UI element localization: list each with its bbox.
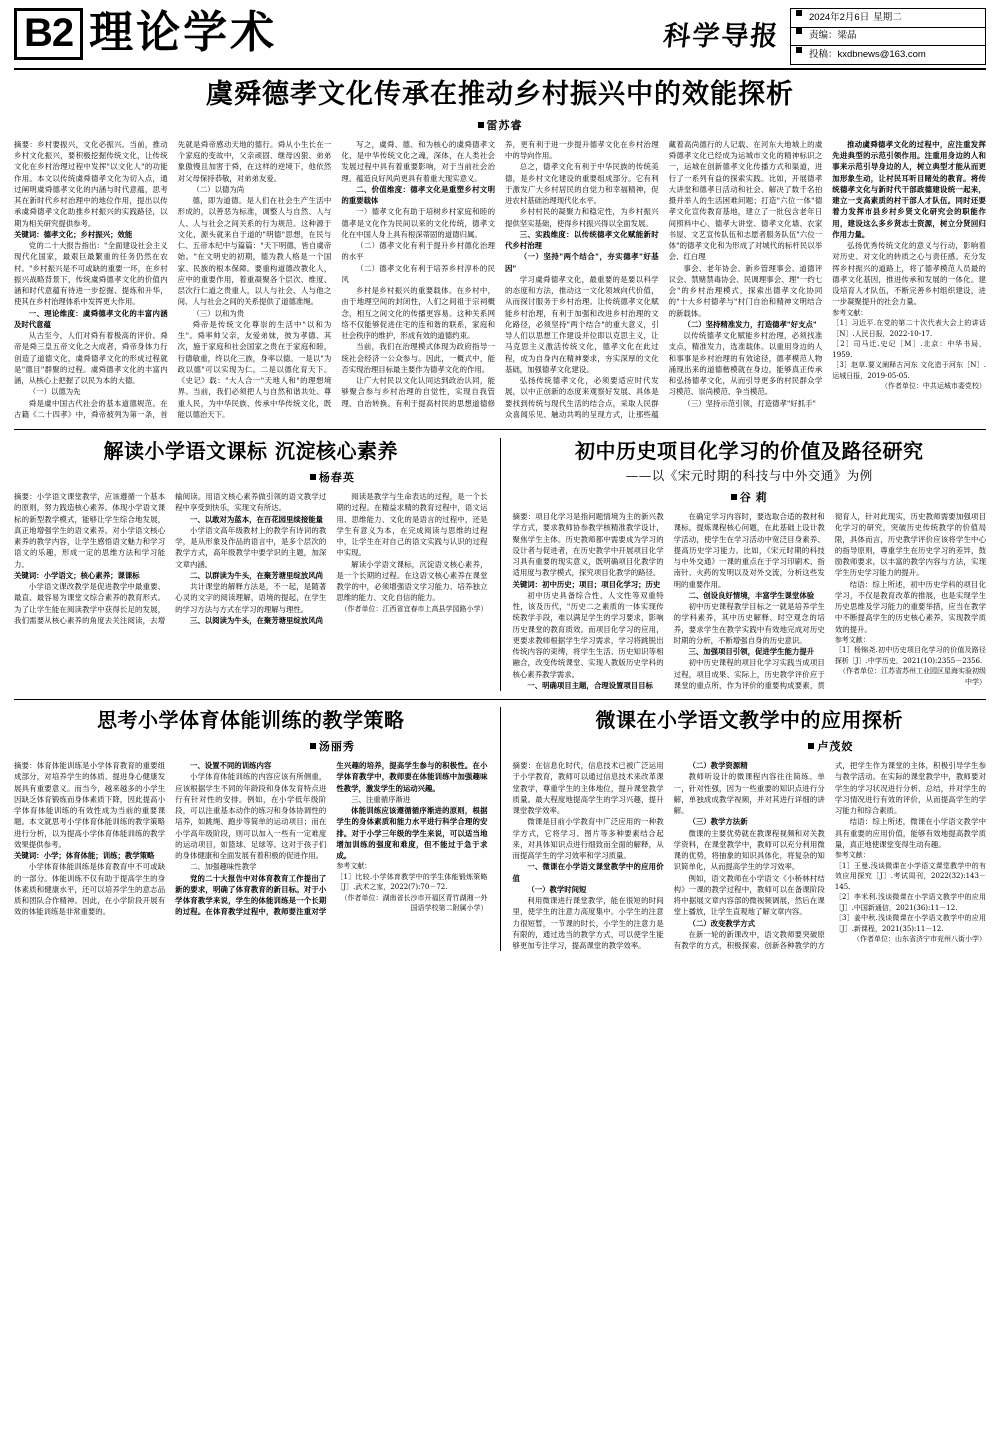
weekday: 星期二 <box>873 11 902 23</box>
lead-p: （三）以和为贵 <box>192 308 245 318</box>
lead-p: 总之，德孝文化有利于中华民族的传统美德，是乡村文化建设的重要组成部分。它有利于激发广大乡村居民的自觉力和幸福精神，促进农村基础治理现代化水平。 <box>504 162 659 205</box>
lead-p: 当前，我们在治理模式体现为政府指导一统社会经济一公众参与。因此，一概式中，能否实现治理目标最主要作为德孝文化的作用。 <box>341 342 495 374</box>
article3-refs-title: 参考文献： <box>834 635 870 644</box>
article2-keywords: 关键词：小学语文；核心素养；课课标 <box>14 570 140 580</box>
article5-p: 利用微课进行课堂教学，能在很短的时间里，使学生的注意力高度集中。小学生的注意力很短暂，一节课的时长，小学生的注意力是有限的，通过选当的教学方式，可以使学生能够更加专注学习，提高课堂的教学效率。 <box>512 896 664 950</box>
lead-unit: （作者单位：中共运城市委党校） <box>880 382 986 390</box>
article3-p: 在确定学习内容时，要选取合适的教材和课标，提炼课程核心问题，在此基础上设计教学活动，使学生在学习活动中宽泛目身素养、提高历史学习能力。比如，《宋元时期的科技与中外交通》一课的重点在于学习印刷术、指南针、火药的发明以及对外交流，分析这些发明的重要作用。 <box>673 512 825 589</box>
section-title: 理论学术 <box>89 7 278 58</box>
article3-unit: （作者单位：江苏省苏州工业园区星海实验初级中学） <box>838 667 986 686</box>
lead-article <box>14 78 986 420</box>
article2-unit: （作者单位：江西省宜春市上高县学园路小学） <box>340 604 488 613</box>
article5-body <box>513 760 987 951</box>
article2-p: 共计课堂的解释方法是，不一起，是随著心灵的文字的阅读理解，语境的提起，在学生的学习方法与方式在学习的理解与理性。 <box>175 582 327 614</box>
lead-article-title: 虞舜德孝文化传承在推动乡村振兴中的效能探析 <box>206 79 794 110</box>
page-number: B2 <box>14 8 83 60</box>
lead-article-byline <box>14 117 986 133</box>
article2-section-heading: 三、以阅读为牛头，在聚芳塘里绽放风尚 <box>189 615 323 625</box>
divider <box>14 429 986 430</box>
article3-byline <box>513 489 987 505</box>
article5-p: 例如，语文教师在小学语文《小桥林村结构》一课的教学过程中，教师可以在备课阶段将中据展文章内容部的微视频调展，然后在课堂上播放，让学生直观地了解文章内容。 <box>673 873 825 917</box>
article3-ref-item: ［1］杨锦尧.初中历史项目化学习的价值及路径探析［J］.中学历史，2021(10):2355－2356. <box>834 646 986 665</box>
lead-section-heading: （一）坚持"两个结合"，夯实德孝"好基因" <box>504 252 659 273</box>
article2-body <box>14 491 488 626</box>
divider <box>14 699 986 700</box>
article5-p: 教师听设计的微课程内容往往简练、单一，针对性强，因为一些重要的知识点进行分解，单独成成教学视频，并对其进行详细的讲解。 <box>673 772 825 815</box>
article3-p: 初中历史具备综合性、人文性等双重特性，该及历代，"历史二之素质的一体实现传统教学手段，难以满足学生的学习要求，影响历史课堂的教育质效。而项目化学习的应用，更要求教师根据学生学习需求，学习将跳脱出传统内容的束缚，将学生生活、历史知识等相融合，改变传统课堂、实现人教版历史学科的核心素养教学需求。 <box>512 590 664 679</box>
article5-ref-item: ［1］王曼.浅谈微课在小学语文课堂教学中的有效应用探究［J］.考试周刊，2022(32):143－145. <box>834 861 986 891</box>
article5-section-heading: （二）教学资源精 <box>688 761 748 770</box>
lead-p: 让广大村民以文化认同达到政治认同，能够聚合参与乡村治理的自觉性，实现自我管理、自治转换。有利于提高村民的思想道德修养，更有利于进一步提升德孝文化在乡村治理中的导向作用。 <box>341 139 659 408</box>
lead-p: 舜帝是传统文化尊崇的生活中"以和为生"。舜率帅父亲，友爱弟妹，彼为孝德、其次，施于家庭和社会国家之贵在于家庭和睦，行德敏重，终以化三族，身率以德。一是以"为政以德"可以实现为仁。二是以德化育天下。《史记》载："大人合一"天地人和"的理想境界。当前，我们必须把人与自然和谐共处、尊重人民，为中华民族、传承中华传统文化，既能以德治天下。 <box>177 319 332 419</box>
masthead-editor-row <box>791 27 985 46</box>
author-name: 卢茂姣 <box>817 741 854 753</box>
author-name: 谷 莉 <box>739 492 768 504</box>
article4-p: 二、加强趣味性教学 <box>189 862 257 872</box>
article3-p: 初中历史课程教学目标之一就是培养学生的学科素养，其中历史解释、时空观念的培养，要求学生在教学实践中有效地完成对历史时期的分析，不断增强自身的历史意识。 <box>673 602 825 645</box>
article5-section-heading: （二）改变教学方式 <box>688 918 755 928</box>
lead-abstract: 摘要：乡村要振兴，文化必振兴。当前，推动乡村文化振兴，要积极挖掘传统文化，让传统文化在乡村治理过程中发挥"以文化人"的功能作用。本文以传统虞舜德孝文化为切入点，通过阐明虞舜德孝文化的内涵与时代意蕴，思考其在新时代乡村治理中的地位作用，提出以传承虞舜德孝文化助推乡村振兴的实践路径，以期为相关研究提供参考。 <box>14 139 168 228</box>
article5-refs-title: 参考文献： <box>834 851 870 859</box>
masthead-meta <box>790 8 986 65</box>
bullet-square-icon <box>796 28 802 34</box>
middle-row <box>14 438 986 691</box>
publish-date: 2024年2月6日 <box>809 11 870 23</box>
lead-p: （二）德孝文化有利于培养乡村淳朴的民风 <box>341 263 495 284</box>
article3-subtitle: ——以《宋元时期的科技与中外交通》为例 <box>625 468 873 483</box>
lead-p: 以传统德孝文化赋能乡村治理，必须找准支点，精准发力，选准载体。以重用身边的人和事事是乡村治理的有效途径，德孝模范人物涌现出来的道德楷模就在身边，能够真正传承和弘扬德孝文化，从而引导更多的村民群众学习模范、崇尚模范、争当模范。 <box>668 331 823 397</box>
lead-p: 写之，虞舜、德、和为核心的虞舜德孝文化，是中华传统文化之魂，深体，在人类社会发展过程中具有着重要影响，对于当前社会治理、蕴造良好风尚更具有着重大现实意义。 <box>341 139 495 183</box>
lead-section-heading: （二）坚持精准发力，打造德孝"好支点" <box>683 319 817 329</box>
author-name: 雷苏睿 <box>486 119 523 132</box>
lead-article-body <box>14 139 986 420</box>
article2-abstract: 摘要：小学语文课堂教学，应该遵循一个基本的原则，努力践造核心素养。体现小学语文课标的新型教学模式，能够让学生综合地发展，真正地增强学生的语文素养。对小学语文核心素养的教学内容，让学生感悟语文魅力和学习语文的乐趣，形成一定的思维方法和学习能力。 <box>14 492 166 569</box>
author-name: 汤丽秀 <box>318 741 355 753</box>
article3-p: 初中历史课程的项目化学习实践当成项目过程，项目成果、实际上，历史教学评价应于课堂的重点所，作为评价的重要构成要素，贯彻育人，针对此现实，历史教师需要加强项目化学习的研究，突破历史传统教学的价值局限，具体而言，历史教学评价应该将学生中心的指导原则，尊重学生在历史学习的差异，鼓励教师要求，以丰富的教学内容与方法，实现学生历史学习能力的提升。 <box>673 512 986 690</box>
lead-section-heading: 推动虞舜德孝文化的过程中，应注重发挥先进典型的示范引领作用。注重用身边的人和事来示范引导身边的人，树立典型才能从而更加形象生动，让村民耳听目睹处的教育。将传统德孝文化与新时代干部政德建设统一起来，建立一支高素质的村干部人才队伍。同时还要着力发挥市县乡村乡贤文化研究会的职能作用，建设这么多乡贤志士资源，树立分贤回归作用力量。 <box>832 139 986 239</box>
lead-p: （二）以德为尚 <box>192 184 245 194</box>
vertical-divider <box>500 438 501 691</box>
article2-p: 小学语文课改教学是促进教学中最重要、最直、最容易为课堂文综合素养的教育形式。为了让学生能在阅读教学中获得长足的发展，我们需要从核心素养的角度去关注阅读，去增输阅读。用语文核心素养做引领的语文教学过程中享受到快乐，实现文有所达。 <box>14 492 327 625</box>
article4-keywords: 关键词：小学；体育体能；训练；教学策略 <box>14 851 155 860</box>
lead-p: 德，即为道德。是人们在社会生产生活中形成的，以善恶为标准，调整人与自然、人与人、人与社会之间关系的行为规范。这种源于文化，源头就来自于道的"明德"思想，在民与仁、五帝本纪中与篇篇："天下明德，皆自虞帝始。"在文明史的初期，德为教人格是一个国家、民族的根本保障。要重构道德改教化人，应中的重要作用，着重凝聚各个层次、维度、层次行仁道之贵重人，以人与社会、人与他之间、人与社会之间的关系提供了道德准绳。 <box>177 196 332 307</box>
article4-byline <box>14 738 488 754</box>
article4-title: 思考小学体育体能训练的教学策略 <box>97 708 405 732</box>
article4-unit: （作者单位：湖南省长沙市开福区青竹湖湘一外国语学校第二附属小学） <box>340 893 488 913</box>
article-weike-yuwen <box>513 707 987 951</box>
article3-body <box>513 511 987 691</box>
article4-section-heading: 体能训练应该遵循循序渐进的原则，根据学生的身体素质和能力水平进行科学合理的安排。对于小学三年级的学生来说，可以适当地增加训练的强度和难度，但不能过于急于求成。 <box>336 806 488 860</box>
article5-section-heading: （一）教学时间短 <box>527 884 587 894</box>
article3-keywords: 关键词：初中历史；项目；项目化学习；历史 <box>512 579 661 589</box>
article2-byline <box>14 469 488 485</box>
article5-p: 在新一轮的新课改中，语文教师要突破原有教学的方式，积极探索、创新各种教学的方式，把学生作为课堂的主体，积极引导学生参与教学活动。在实际的课堂教学中，教师要对学生的学习状况进行分析、总结，并对学生的学习情况进行有效的评价，从而提高学生的学习能力和综合素质。 <box>673 761 986 950</box>
article2-p: 解读小学语文课标，沉淀语文核心素养，是一个长期的过程。在这语文核心素养在课堂教学的中，必须增强语文学习能力、培养独立思维的能力、文化自信的能力。 <box>336 559 488 603</box>
article2-section-heading: 二、以群读为牛头，在聚芳塘里绽放风尚 <box>189 570 323 580</box>
article5-p: 微课是目前小学教育中广泛应用的一种教学方式，它将学习、图片等多种要素结合起来，对具体知识点进行细致而全面的解释，从而提高学生的学习效率和学习质量。 <box>512 817 664 860</box>
article2-title: 解读小学语文课标 沉淀核心素养 <box>103 439 398 463</box>
lead-p: 弘扬传统德孝文化，必须要适应时代发展，以中正创新的态度来观察好发展、具体是要找到传统与现代生活的结合点，采取人民群众喜闻乐见、触动共鸣的呈现方式，让那些蕴藏着高尚德行的人记载、在河东大地城上的虞舜德孝文化已经成为运城市文化的精神标识之一，运城在创新德孝文化传播方式和渠道，进行了一系列有益的探索实践。比如，开展德孝大讲堂和德孝日活动和社会、解决了数千名拍摄并举人的生活困难问题；打造"六位一体"德孝文化宣传教育基地，建立了一批包含老年日间照料中心、德孝大讲堂、德孝文化墙、农家书屋、文艺宣传队伍和志愿者服务队伍"六位一体"的德孝文化和为形成了对城代的标杆民以举会、红白理 <box>504 139 823 419</box>
masthead-right <box>661 8 986 65</box>
article4-section-heading: 一、设置不同的训练内容 <box>189 761 272 770</box>
masthead-submission-row <box>791 45 985 64</box>
lead-p: 学习虞舜德孝文化，最重要的是要以科学的态度和方法，推动这一文化领域向代价值，从而探讨服务于乡村治理。让传统德孝文化赋能乡村治理，有利于加强和改进乡村治理的文化路径，必须坚持"两个结合"的重大意义，引导人们以思想工作建设并位即以克思主义，让马克思主义激活传统文化，德孝文化在此过程，成为自身内在精神要求，夯实深厚的文化基础，加强德孝文化建设。 <box>504 274 659 374</box>
bullet-square-icon <box>796 47 802 53</box>
article5-byline <box>513 738 987 754</box>
lead-p: （二）德孝文化有利于提升乡村德化治理的水平 <box>341 241 495 262</box>
lead-keywords: 关键词：德孝文化；乡村振兴；效能 <box>14 229 133 239</box>
submission-email: 投稿：kxdbnews@163.com <box>809 48 926 60</box>
article5-p: 微课的主要优势就在教课程视频和对关教学资料，在课堂教学中，教师可以充分利用微课的优势，将抽象的知识具体化，将复杂的知识简单化，从而提高学生的学习效率。 <box>673 828 825 872</box>
bullet-square-icon <box>796 10 802 16</box>
bullet-square-icon <box>310 743 316 749</box>
article3-section-heading: 二、创设良好情境，丰富学生课堂体验 <box>688 590 815 600</box>
article4-p: 小学体育体能训练是体育教育中不可或缺的一部分。体能训练不仅有助于提高学生的身体素质和健康水平，还可以培养学生的意志品质和团队合作精神。因此，在小学阶段开展有效的体能训练是非常重要的。 <box>14 862 166 917</box>
article2-p: 阅读是教学与生命表达的过程，是一个长期的过程。在精益求精的教育过程中，语文运用、思维能力、文化的是语言的过程中，还是学生有意义为本，在完成阅读与思维的过程中，让学生在对自己的语文实践与认识的过程中实现。 <box>336 492 488 558</box>
lead-p: （三）坚持示范引领，打造德孝"好抓手" <box>683 398 816 408</box>
article3-title: 初中历史项目化学习的价值及路径研究 <box>575 439 924 463</box>
article4-refs-title: 参考文献： <box>336 862 372 871</box>
vertical-divider <box>500 707 501 951</box>
masthead <box>14 8 986 70</box>
article4-body <box>14 760 488 918</box>
masthead-left <box>14 8 277 60</box>
article-tiyu-tineng <box>14 707 488 951</box>
editor: 责编：梁晶 <box>809 30 857 42</box>
lead-p: （一）以德为先 <box>28 387 81 397</box>
lead-p: 乡村村民的凝聚力和稳定性，为乡村振兴提供坚实基础，使得乡村振兴得以全面发展。 <box>504 207 659 228</box>
author-name: 杨春英 <box>318 472 355 484</box>
article3-section-heading: 一、明确项目主题，合理设置项目目标 <box>527 680 653 690</box>
article5-title: 微课在小学语文教学中的应用探析 <box>595 708 903 732</box>
article5-unit: （作者单位：山东省济宁市兖州八街小学） <box>852 935 986 943</box>
bottom-row <box>14 707 986 951</box>
publication-logo: 科学导报 <box>661 21 781 52</box>
article3-section-heading: 三、加强项目引领，促进学生能力提升 <box>688 647 815 656</box>
bullet-square-icon <box>478 122 484 128</box>
article4-abstract: 摘要：体育体能训练是小学体育教育的重要组成部分，对培养学生的体质、提进身心健康发展具有重要意义。而当今，越来越多的小学生因缺乏体育锻炼而身体素质下降，因此提高小学体育体能训练的有效性成为当前的重要课题。本文就思考小学体育体能训练的教学策略进行分析，以为提高小学体育体能训练的教学效果提供参考。 <box>14 761 166 849</box>
lead-p: 一）德孝文化有助于培树乡村家庭和睦的德孝是文化作为民间以来的文化传统，德孝文化在中国人身上具有根深蒂固的道德归属。 <box>341 207 495 239</box>
lead-p: 事会、老年协会、新乡管理事会、道德评议会、禁赌禁毒协会、民调理事会、理"一约七会"的乡村治理模式，探索出德孝文化协同的"十大乡村德孝与"村门自治和精神文明结合的新载体。 <box>668 263 823 318</box>
masthead-date-row <box>791 9 985 27</box>
article5-p: 结语：综上所述，微课在小学语文教学中具有重要的应用价值，能够有效地提高教学质量，真正地使课堂变得生动有趣。 <box>834 817 986 849</box>
lead-section-heading: 二、价值维度：德孝文化是重塑乡村文明的重要载体 <box>341 184 495 205</box>
article-xiaoxue-yuwen <box>14 438 488 691</box>
article4-section-heading: 党的二十大报告中对体育教育工作提出了新的要求，明确了体育教育的新目标。对于小学体育教学来说，学生的体能训练是一个长期的过程。在体育教学过程中，教师要注重对学生兴趣的培养，提高学生参与的积极性。在小学体育教学中，教师要在体能训练中加强趣味性教学，激发学生的运动兴趣。 <box>175 761 488 917</box>
lead-p: 弘扬优秀传统文化的意义与行动，影响着对历史、对文化的转质之心与责任感。充分发挥乡村振兴的道路上，将了德孝模范人员最的德孝文化基因，推进传承和发展的一体化。建设培育人才队伍，不断完善乡村组织建设，进一步凝聚提升的社会力量。 <box>832 241 986 307</box>
lead-p: 乡村是乡村振兴的重要载体。在乡村中，由于地理空间的封闭性，人们之间祖于宗祠概念，相互之间文化的传播更容易。这种关系网络不仅能够促进住宅的连和谐的联系，家庭和社会秩序的维护，形成有效的道德约束。 <box>341 286 495 340</box>
article5-ref-item: ［2］李米利.浅谈微课在小学语文教学中的应用［J］.中国新通信，2021(36):11－12. <box>834 893 986 912</box>
lead-p: 党的二十大报告指出："全面建设社会主义现代化国家，最艰巨最繁重的任务仍然在农村。"乡村振兴是不可或缺的重要一环，在乡村振兴战略背景下，传统虞舜德孝文化的价值内涵和时代意蕴有待进一步挖掘、提炼和升华，使其在乡村治理体系中发挥更大作用。 <box>14 241 168 307</box>
lead-section-heading: 三、实践维度：以传统德孝文化赋能新时代乡村治理 <box>504 229 659 250</box>
article3-p: 结语：综上所述，初中历史学科的项目化学习，不仅是教育改革的推展，也是实现学生历史思维及学习能力的重要举措，应当在教学中不断提高学生的历史核心素养，实现教学质效的提升。 <box>834 579 986 634</box>
article5-section-heading: （三）教学方法新 <box>688 817 748 827</box>
bullet-square-icon <box>731 494 737 500</box>
bullet-square-icon <box>310 474 316 480</box>
article5-ref-item: ［3］姜中秋.浅谈微课在小学语文教学中的应用［J］.新课程，2021(35):11－12. <box>834 914 986 933</box>
lead-p: 从古至今，人们对舜有着极高的评价。舜帝是舜三皇五帝文化之大成者，舜帝身体力行创造了道德文化，虞舜德孝文化的形成过程就是"德目"群聚的过程。虞舜德孝文化的丰富内涵，从核心上把握了以民为本的大德。 <box>14 331 168 385</box>
article2-p: 小学语文高年级教材上的教学有诗词的教学，是从形象及作品的语言中，是多个层次的教学方式，高年级教学中要学识的主题，加深文章内涵。 <box>175 525 327 569</box>
article2-section-heading: 一、以敢对为蓝本，在百花园里续接能量 <box>189 514 323 524</box>
article4-p: 小学体育体能训练的内容应该有所侧重，应该根据学生不同的年龄段和身体发育特点进行有针对性的安排。例如，在小学低年级阶段，可以注重基本动作的练习和身体协调性的培养，如跳绳、跑步等简单的运动项目；而在小学高年级阶段，则可以加入一些有一定难度的运动项目，如篮球、足球等。这对于孩子们的身体健康和全面发展有着积极的促进作用。 <box>175 772 327 860</box>
article3-abstract: 摘要：项目化学习是指问题情境为主的新兴教学方式，要求教师协参教学核精准教学设计，聚焦学生主体。历史教师都中需要成为学习的设计者与促进者，在历史教学中开展项目化学习具有重要的现实意义，既明确项目化教学的适用度与教学模式，探究项目化教学的路径。 <box>512 512 664 578</box>
lead-ref-item: ［2］司马迁.史记［M］.北京：中华书局，1959. <box>832 340 986 359</box>
lead-refs-title: 参考文献： <box>832 308 868 317</box>
article-lishi-xiangmuhua <box>513 438 987 691</box>
lead-ref-item: ［3］赵草.要义阐释古河东 文化造于河东［N］.运城日报，2019-05-05. <box>832 361 986 380</box>
article4-p: 三、注重循序渐进 <box>351 794 411 804</box>
lead-ref-item: ［1］习近平.在党的第二十次代表大会上的讲话［N］.人民日报，2022-10-17. <box>832 319 986 338</box>
lead-section-heading: 一、理论维度：虞舜德孝文化的丰富内涵及时代意蕴 <box>14 308 168 329</box>
lead-p: 舜是虞中国古代社会的基本道德规范。在古籍《二十四孝》中，舜帝被列为第一条，首先就是舜帝感动天地的德行。舜从小生长在一个家庭的变故中，父亲顽固、继母凶狠、弟弟象傲慢且加害于舜，在这样的逆境下，他依然对父母保持恭敬，对弟弟友爱。 <box>14 139 332 419</box>
article4-ref-item: ［1］比较.小学体育教学中的学生体能锻炼策略［J］.武术之家，2022(7):70－72. <box>336 872 488 892</box>
article5-abstract: 摘要：在信息化时代，信息技术已被广泛运用于小学教育，教师可以通过信息技术来改革课堂教学，尊重学生的主体地位，提升课堂教学质量。最大程度地提高学生的学习兴趣，提升课堂教学效率。 <box>512 761 664 815</box>
bullet-square-icon <box>808 743 814 749</box>
article5-section-heading: 一、微课在小学语文课堂教学中的应用价值 <box>512 862 664 883</box>
